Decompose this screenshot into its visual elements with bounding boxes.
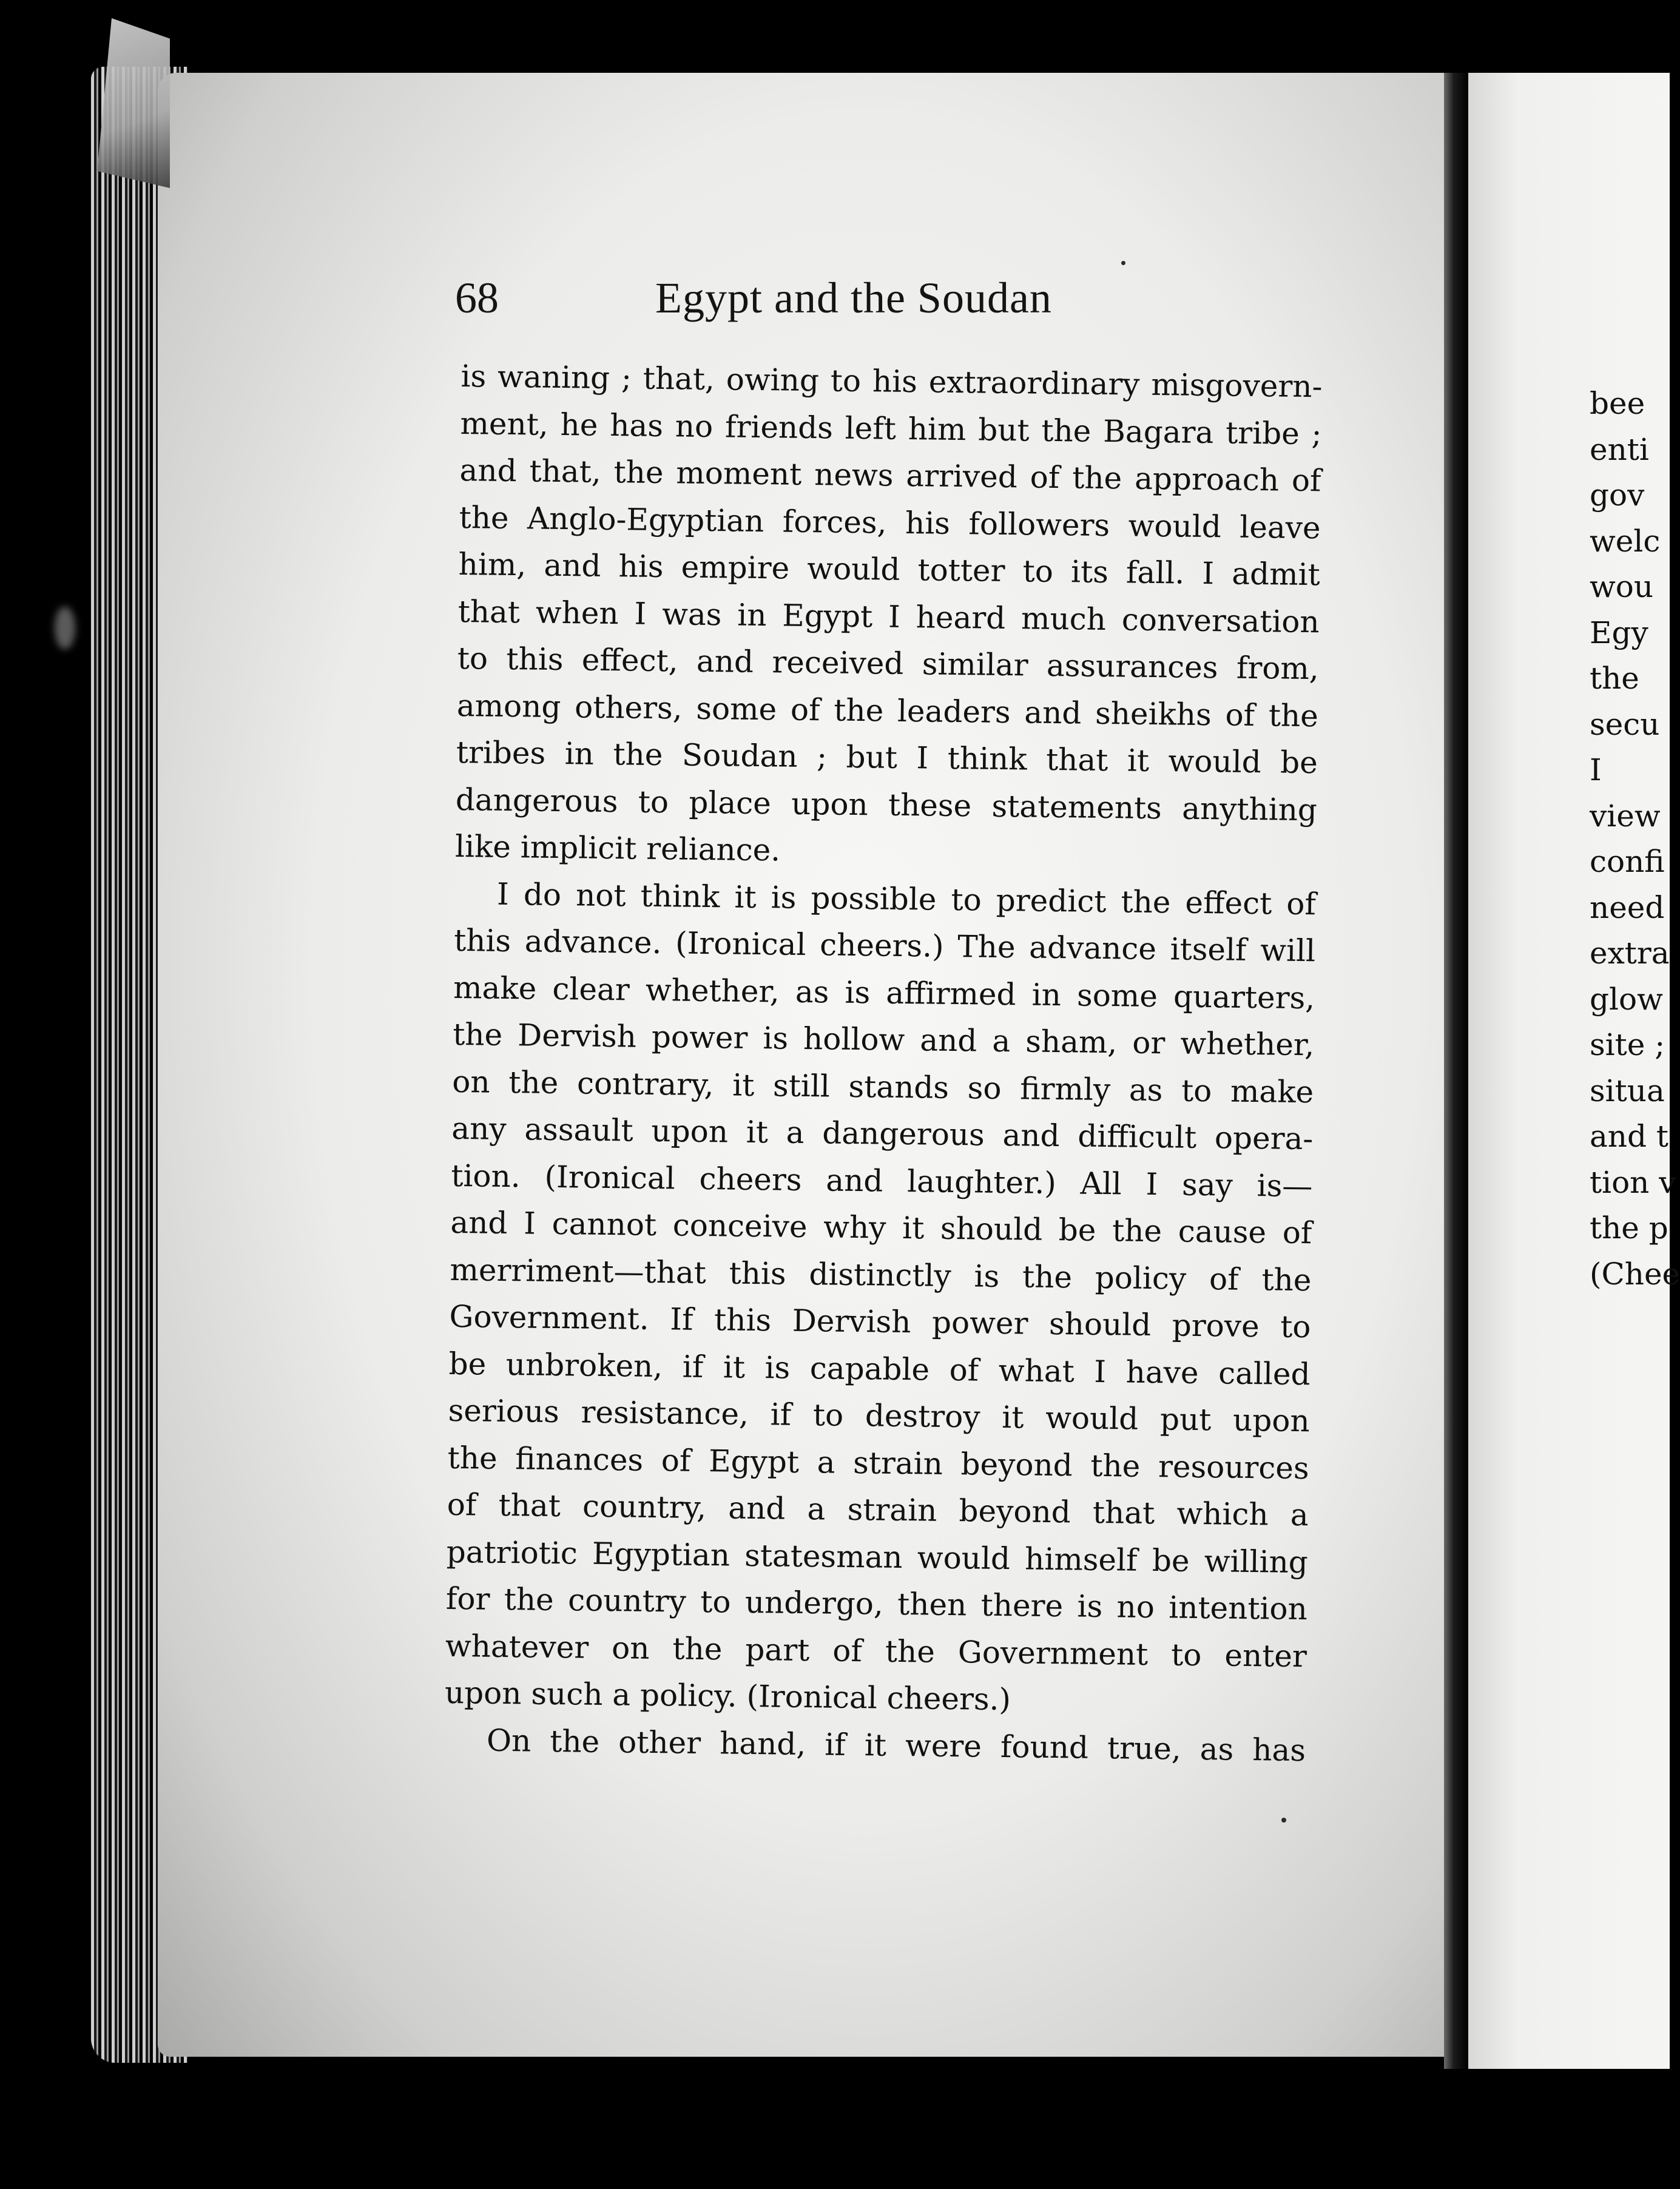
text-line: and that, the moment news arrived of the approach of bbox=[459, 452, 1321, 499]
text-line: upon such a policy. (Ironical cheers.) bbox=[444, 1675, 1011, 1718]
fragment-line: extra bbox=[1590, 936, 1670, 971]
fragment-line: secu bbox=[1590, 706, 1660, 742]
fragment-line: bee bbox=[1590, 386, 1645, 421]
fragment-line: the bbox=[1590, 661, 1639, 696]
fragment-line: site ; bbox=[1590, 1027, 1665, 1062]
fragment-line: situa bbox=[1590, 1073, 1665, 1108]
text-line: to this effect, and received similar assurances from, bbox=[457, 640, 1320, 687]
scan-speck bbox=[55, 607, 75, 649]
scan-speck bbox=[1121, 261, 1125, 265]
text-line: dangerous to place upon these statements anything bbox=[455, 781, 1318, 828]
page-number: 68 bbox=[455, 274, 499, 322]
fragment-line: welc bbox=[1590, 523, 1661, 559]
running-title: Egypt and the Soudan bbox=[655, 274, 1052, 322]
text-line: like implicit reliance. bbox=[454, 828, 781, 868]
text-line: Government. If this Dervish power should prove to bbox=[449, 1298, 1311, 1345]
text-line: I do not think it is possible to predict the effect of bbox=[496, 876, 1317, 922]
text-line: make clear whether, as is affirmed in some quarters, bbox=[453, 970, 1315, 1016]
text-line: for the country to undergo, then there is no intention bbox=[445, 1580, 1308, 1627]
text-line: that when I was in Egypt I heard much conversation bbox=[457, 593, 1320, 639]
text-line: is waning ; that, owing to his extraordinary misgovern- bbox=[460, 358, 1323, 405]
text-line: merriment—that this distinctly is the policy of the bbox=[450, 1252, 1312, 1298]
text-line: whatever on the part of the Government to enter bbox=[445, 1628, 1307, 1674]
fragment-line: confi bbox=[1590, 844, 1665, 879]
text-line: and I cannot conceive why it should be the cause of bbox=[450, 1204, 1312, 1251]
text-line: On the other hand, if it were found true, as has bbox=[486, 1722, 1306, 1768]
fragment-line: enti bbox=[1590, 431, 1649, 467]
folded-corner bbox=[97, 18, 170, 188]
text-line: be unbroken, if it is capable of what I have called bbox=[448, 1346, 1311, 1392]
text-line: among others, some of the leaders and sheikhs of the bbox=[456, 687, 1319, 734]
page-header bbox=[455, 273, 1153, 328]
text-line: tion. (Ironical cheers and laughter.) All I say is— bbox=[451, 1158, 1313, 1204]
fragment-line: and t bbox=[1590, 1119, 1669, 1154]
text-line: the finances of Egypt a strain beyond the resources bbox=[447, 1440, 1310, 1486]
text-line: the Anglo-Egyptian forces, his followers would leave bbox=[459, 499, 1321, 545]
text-line: this advance. (Ironical cheers.) The advance itself will bbox=[453, 922, 1316, 969]
text-line: tribes in the Soudan ; but I think that it would be bbox=[456, 734, 1318, 781]
text-line: on the contrary, it still stands so firmly as to make bbox=[451, 1064, 1314, 1110]
text-line: any assault upon it a dangerous and difficult opera- bbox=[451, 1110, 1314, 1157]
text-line: of that country, and a strain beyond that which a bbox=[447, 1486, 1309, 1533]
fragment-line: view bbox=[1590, 798, 1661, 834]
fragment-line: wou bbox=[1590, 569, 1654, 604]
text-line: the Dervish power is hollow and a sham, or whether, bbox=[452, 1016, 1315, 1063]
right-page-text-fragments bbox=[1590, 381, 1680, 1297]
fragment-line: Egy bbox=[1590, 615, 1648, 650]
fragment-line: need bbox=[1590, 889, 1665, 925]
fragment-line: gov bbox=[1590, 477, 1645, 513]
fragment-line: tion v bbox=[1590, 1164, 1676, 1200]
book-gutter bbox=[1444, 73, 1468, 2069]
scan-speck bbox=[1281, 1818, 1286, 1823]
text-line: him, and his empire would totter to its fall. I admit bbox=[458, 546, 1320, 593]
fragment-line: I bbox=[1590, 752, 1602, 788]
text-line: serious resistance, if to destroy it would put upon bbox=[448, 1392, 1310, 1439]
fragment-line: glow bbox=[1590, 981, 1663, 1017]
body-text bbox=[444, 353, 1323, 1774]
fragment-line: the p bbox=[1590, 1210, 1668, 1246]
text-line: ment, he has no friends left him but the Bagara tribe ; bbox=[460, 405, 1322, 451]
fragment-line: (Chee bbox=[1590, 1256, 1680, 1292]
text-line: patriotic Egyptian statesman would himself be willing bbox=[446, 1534, 1309, 1580]
